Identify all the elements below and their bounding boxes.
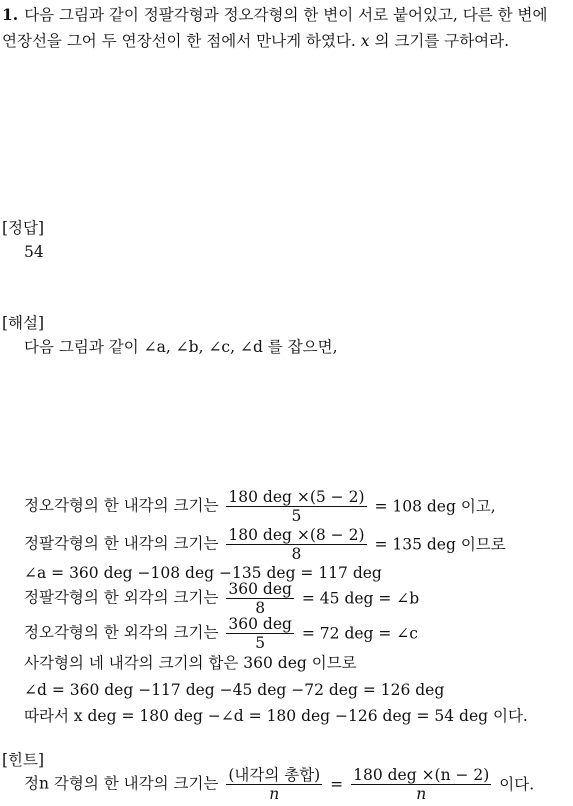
solution-line-4 [24, 580, 419, 617]
hint-frac1-numerator: (내각의 총합) [228, 766, 321, 784]
line1-denominator: 5 [291, 507, 302, 525]
problem-text-1: 다음 그림과 같이 정팔각형과 정오각형의 한 변이 서로 붙어있고, 다른 한 변에 연장선을 그어 두 연장선이 한 점에서 만나게 하였다. [2, 6, 548, 50]
line1-fraction [226, 488, 366, 525]
line4-denominator: 8 [255, 599, 266, 617]
line2-prefix: 정팔각형의 한 내각의 크기는 [24, 534, 219, 553]
line1-prefix: 정오각형의 한 내각의 크기는 [24, 496, 219, 515]
line2-denominator: 8 [291, 545, 302, 563]
problem-number: 1. [2, 5, 19, 24]
hint-equals: = [330, 775, 344, 794]
solution-label: [해설] [2, 314, 45, 332]
hint-suffix: 이다. [499, 775, 535, 794]
solution-line-8: 따라서 x deg = 180 deg −∠d = 180 deg −126 deg = 54 deg 이다. [24, 707, 528, 725]
line4-fraction [226, 580, 294, 617]
hint-label: [힌트] [2, 751, 45, 769]
line1-numerator: 180 deg ×(5 − 2) [228, 488, 365, 506]
line4-prefix: 정팔각형의 한 외각의 크기는 [24, 588, 219, 607]
problem-statement [2, 2, 570, 54]
hint-frac2-denominator: n [416, 785, 427, 803]
solution-line-6: 사각형의 네 내각의 크기의 합은 360 deg 이므로 [24, 654, 357, 672]
hint-fraction-1 [226, 766, 322, 803]
solution-line-5 [24, 615, 418, 652]
line5-denominator: 5 [255, 634, 266, 652]
solution-line-3: ∠a = 360 deg −108 deg −135 deg = 117 deg [24, 564, 382, 582]
line2-fraction [226, 526, 366, 563]
line5-numerator: 360 deg [228, 615, 292, 633]
solution-intro: 다음 그림과 같이 ∠a, ∠b, ∠c, ∠d 를 잡으면, [24, 338, 338, 356]
hint-frac1-denominator: n [269, 785, 280, 803]
hint-frac2-numerator: 180 deg ×(n − 2) [353, 766, 490, 784]
line5-fraction [226, 615, 294, 652]
solution-line-2 [24, 526, 506, 563]
solution-line-1 [24, 488, 496, 525]
hint-fraction-2 [351, 766, 491, 803]
line1-rest: = 108 deg 이고, [374, 497, 496, 516]
line2-rest: = 135 deg 이므로 [374, 535, 506, 554]
line5-rest: = 72 deg = ∠c [301, 624, 418, 643]
hint-line [24, 766, 534, 803]
answer-label: [정답] [2, 219, 45, 237]
solution-line-7: ∠d = 360 deg −117 deg −45 deg −72 deg = 126 deg [24, 681, 445, 699]
answer-value: 54 [24, 243, 44, 261]
line2-numerator: 180 deg ×(8 − 2) [228, 526, 365, 544]
problem-text-2: 의 크기를 구하여라. [374, 32, 510, 50]
line5-prefix: 정오각형의 한 외각의 크기는 [24, 623, 219, 642]
line4-rest: = 45 deg = ∠b [301, 589, 420, 608]
problem-variable: x [360, 32, 370, 50]
line4-numerator: 360 deg [228, 580, 292, 598]
hint-prefix: 정n 각형의 한 내각의 크기는 [24, 774, 219, 793]
